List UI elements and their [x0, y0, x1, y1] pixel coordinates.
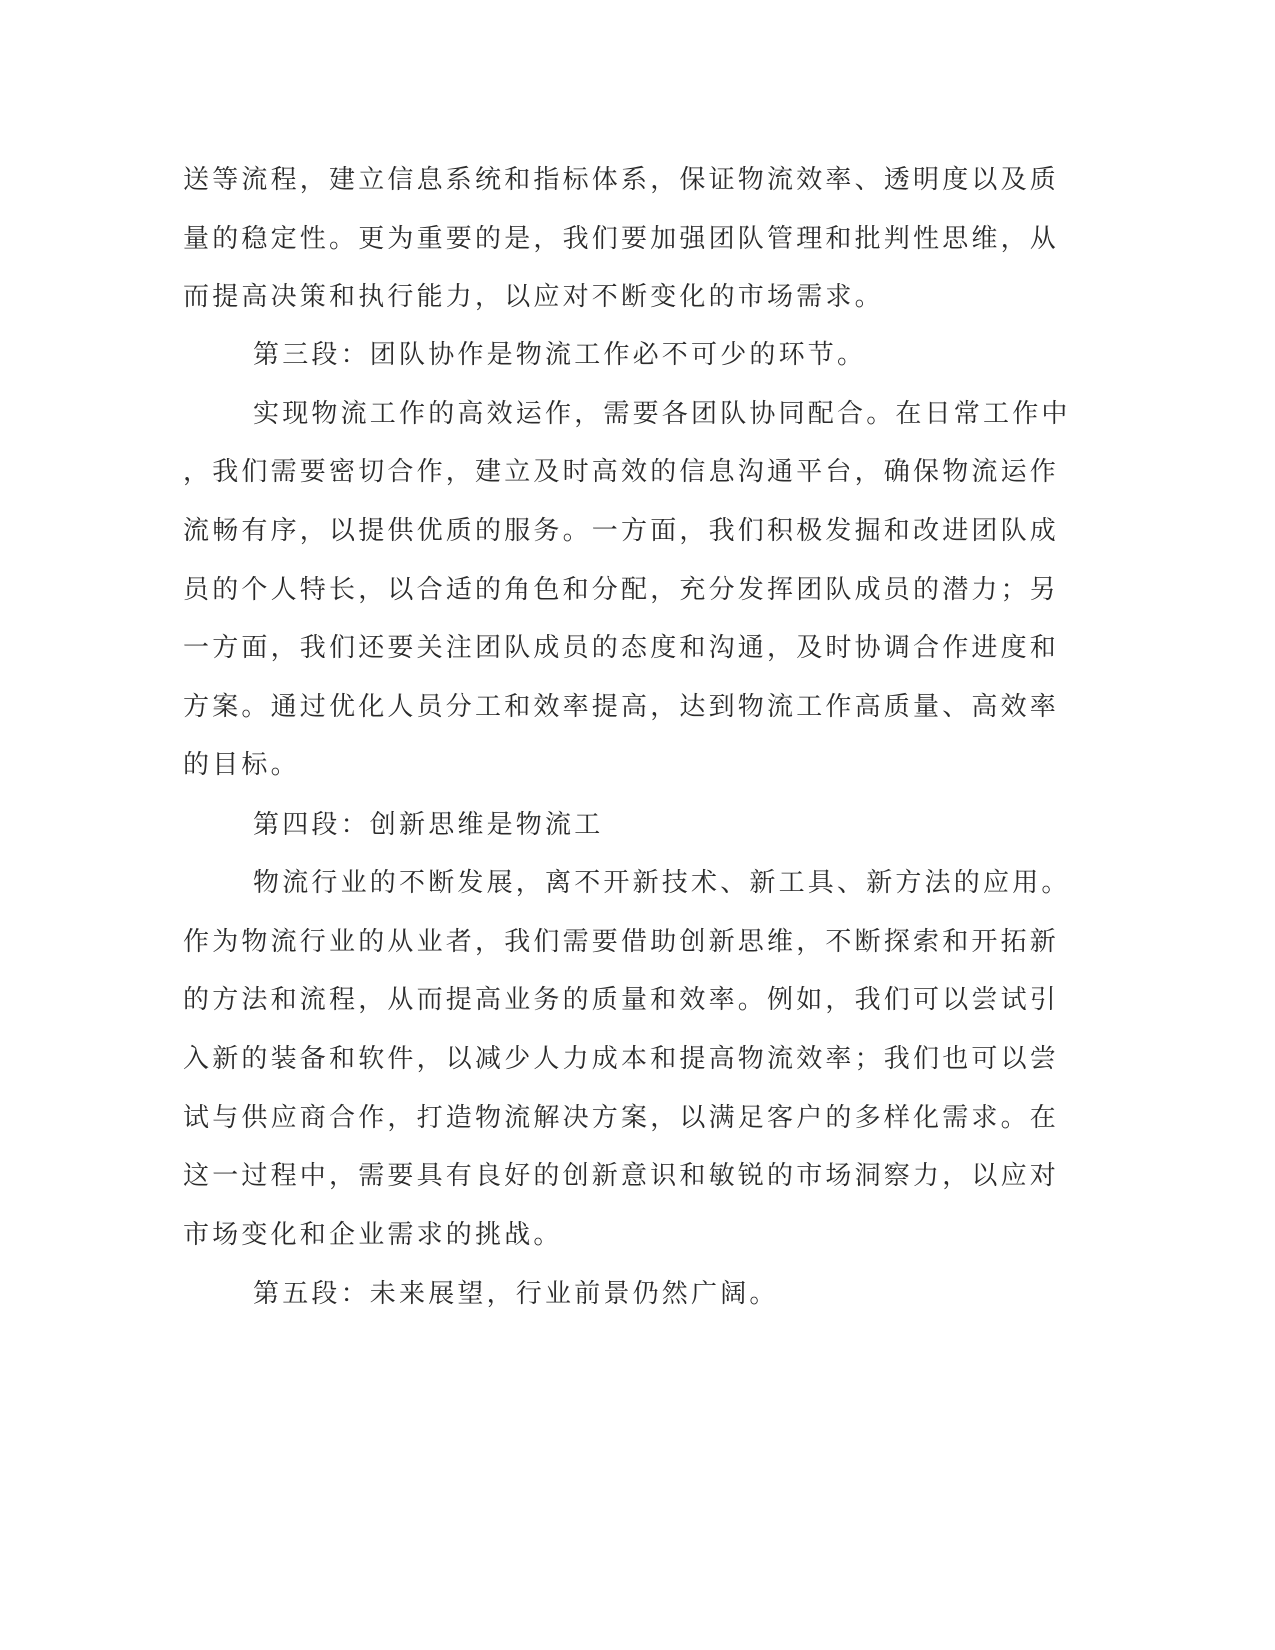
body-line: 员的个人特长，以合适的角色和分配，充分发挥团队成员的潜力；另: [183, 575, 1060, 605]
body-line: 而提高决策和执行能力，以应对不断变化的市场需求。: [183, 282, 884, 312]
body-line: 入新的装备和软件，以减少人力成本和提高物流效率；我们也可以尝: [183, 1044, 1060, 1074]
body-line: 这一过程中，需要具有良好的创新意识和敏锐的市场洞察力，以应对: [183, 1161, 1060, 1191]
body-line: 量的稳定性。更为重要的是，我们要加强团队管理和批判性思维，从: [183, 224, 1060, 254]
paragraph-first-line: 物流行业的不断发展，离不开新技术、新工具、新方法的应用。: [253, 868, 1071, 898]
section-heading-3: 第三段：团队协作是物流工作必不可少的环节。: [253, 340, 867, 370]
body-line: 送等流程，建立信息系统和指标体系，保证物流效率、透明度以及质: [183, 165, 1060, 195]
section-heading-5: 第五段：未来展望，行业前景仍然广阔。: [253, 1279, 779, 1309]
section-heading-4: 第四段：创新思维是物流工: [253, 810, 604, 840]
body-line: 试与供应商合作，打造物流解决方案，以满足客户的多样化需求。在: [183, 1103, 1060, 1133]
body-line: 一方面，我们还要关注团队成员的态度和沟通，及时协调合作进度和: [183, 633, 1060, 663]
paragraph-first-line: 实现物流工作的高效运作，需要各团队协同配合。在日常工作中: [253, 399, 1071, 429]
body-line: 流畅有序，以提供优质的服务。一方面，我们积极发掘和改进团队成: [183, 516, 1060, 546]
body-line: 的方法和流程，从而提高业务的质量和效率。例如，我们可以尝试引: [183, 985, 1060, 1015]
body-line: 作为物流行业的从业者，我们需要借助创新思维，不断探索和开拓新: [183, 927, 1060, 957]
body-line: ，我们需要密切合作，建立及时高效的信息沟通平台，确保物流运作: [183, 457, 1060, 487]
body-line: 的目标。: [183, 750, 300, 780]
body-line: 市场变化和企业需求的挑战。: [183, 1220, 563, 1250]
body-line: 方案。通过优化人员分工和效率提高，达到物流工作高质量、高效率: [183, 692, 1060, 722]
